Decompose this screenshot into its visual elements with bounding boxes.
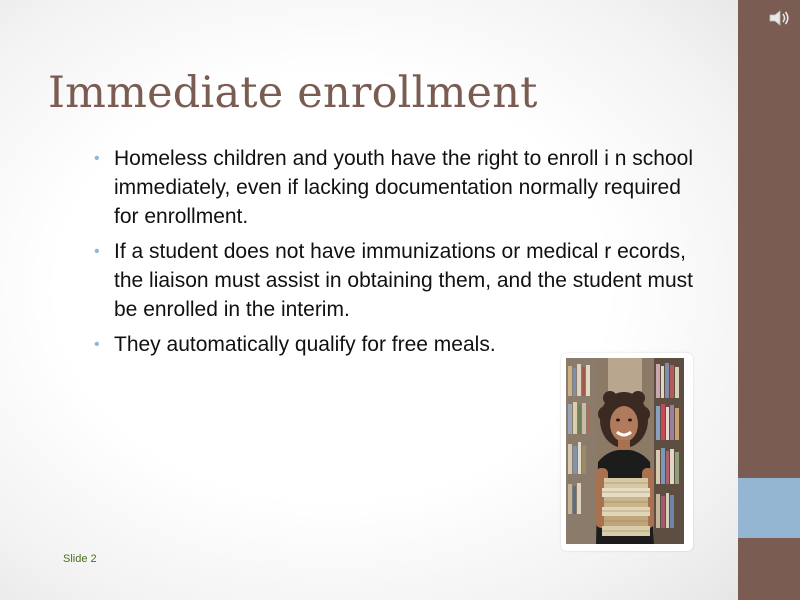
bullet-list <box>94 144 694 365</box>
bullet-text: Homeless children and youth have the right to enroll i n school immediately, even if lacking documentation normally required for enrollment. <box>114 147 693 228</box>
slide-title: Immediate enrollment <box>48 68 538 118</box>
bullet-dot-icon: • <box>94 243 100 260</box>
bullet-text: If a student does not have immunizations or medical r ecords, the liaison must assist in obtaining them, and the student must be enrolled in the interim. <box>114 240 693 321</box>
slide-number: Slide 2 <box>63 553 97 565</box>
student-with-books-photo <box>566 358 684 544</box>
bullet-item <box>94 144 694 231</box>
bullet-text: They automatically qualify for free meals. <box>114 333 496 356</box>
bullet-dot-icon: • <box>94 150 100 167</box>
bullet-dot-icon: • <box>94 336 100 353</box>
speaker-icon[interactable] <box>768 8 792 28</box>
sidebar-accent-block <box>738 478 800 538</box>
bullet-item <box>94 237 694 324</box>
